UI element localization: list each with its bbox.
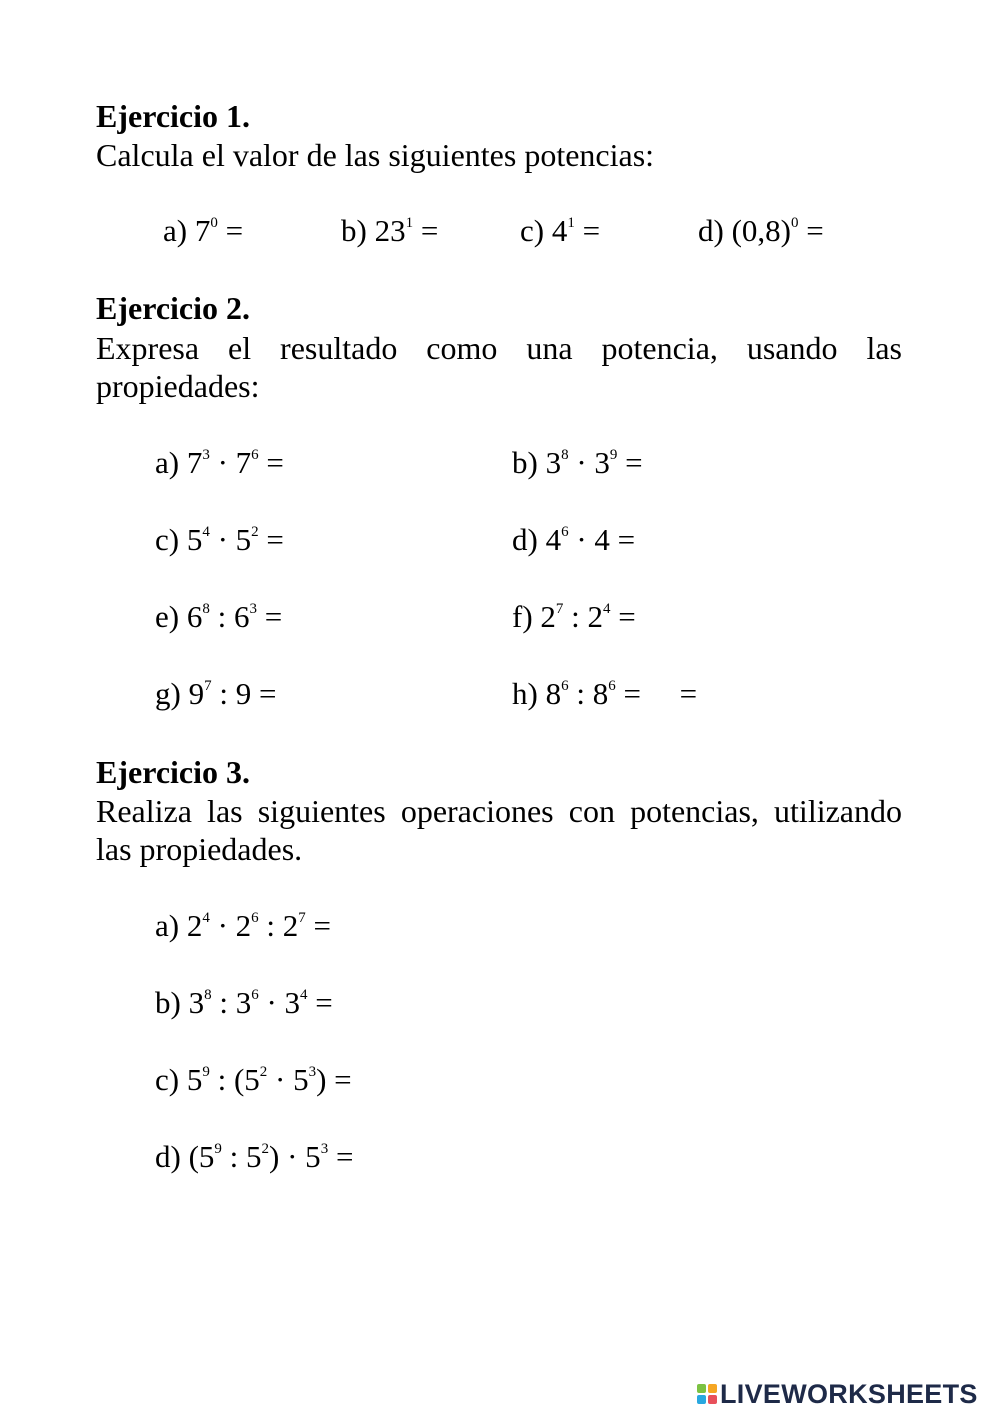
ex2-item-e: e) $6^8$ : $6^3$ = xyxy=(155,599,283,634)
ex1-item-c: c) $4^1$ = xyxy=(520,213,601,248)
liveworksheets-brand-text: LIVEWORKSHEETS xyxy=(720,1378,978,1409)
ex2-item-h: h) $8^6$ : $8^6$ = = xyxy=(512,676,698,711)
ex2-item-f: f) $2^7$ : $2^4$ = xyxy=(512,599,636,634)
ex1-item-b: b) $23^1$ = xyxy=(341,213,439,248)
ex2-item-a: a) $7^3 \cdot 7^6$ = xyxy=(155,445,284,480)
liveworksheets-footer[interactable] xyxy=(697,1374,978,1414)
ex3-item-d: d) ($5^9$ : $5^2) \cdot 5^3$ = xyxy=(155,1139,354,1174)
ex1-item-a: a) $7^0$ = xyxy=(163,213,244,248)
ex3-item-c: c) $5^9$ : $(5^2 \cdot 5^3)$ = xyxy=(155,1062,352,1097)
logo-square-1 xyxy=(697,1384,706,1393)
exercise-2-instruction-line2: propiedades: xyxy=(96,368,260,404)
ex2-item-c: c) $5^4 \cdot 5^2$ = xyxy=(155,522,284,557)
ex1-item-d: d) $(0,8)^0$ = xyxy=(698,213,824,248)
ex2-item-d: d) $4^6 \cdot 4$ = xyxy=(512,522,636,557)
ex3-item-a: a) $2^4 \cdot 2^6$ : $2^7$ = xyxy=(155,908,332,943)
exercise-1-title: Ejercicio 1. xyxy=(96,98,251,134)
exercise-2-title: Ejercicio 2. xyxy=(96,290,251,326)
ex2-item-g: g) $9^7$ : 9 = xyxy=(155,676,277,711)
exercise-1-instruction: Calcula el valor de las siguientes potencias: xyxy=(96,137,655,173)
logo-square-2 xyxy=(708,1384,717,1393)
exercise-3-title: Ejercicio 3. xyxy=(96,754,251,790)
exercise-3-instruction: Realiza las siguientes operaciones con potencias, utilizando las propiedades. xyxy=(96,793,902,867)
logo-square-4 xyxy=(708,1395,717,1404)
liveworksheets-logo-icon xyxy=(697,1384,717,1404)
ex2-item-b: b) $3^8 \cdot 3^9$ = xyxy=(512,445,643,480)
exercise-2-instruction-line1: Expresa el resultado como una potencia, usando las xyxy=(96,330,902,366)
logo-square-3 xyxy=(697,1395,706,1404)
ex3-item-b: b) $3^8$ : $3^6 \cdot 3^4$ = xyxy=(155,985,333,1020)
